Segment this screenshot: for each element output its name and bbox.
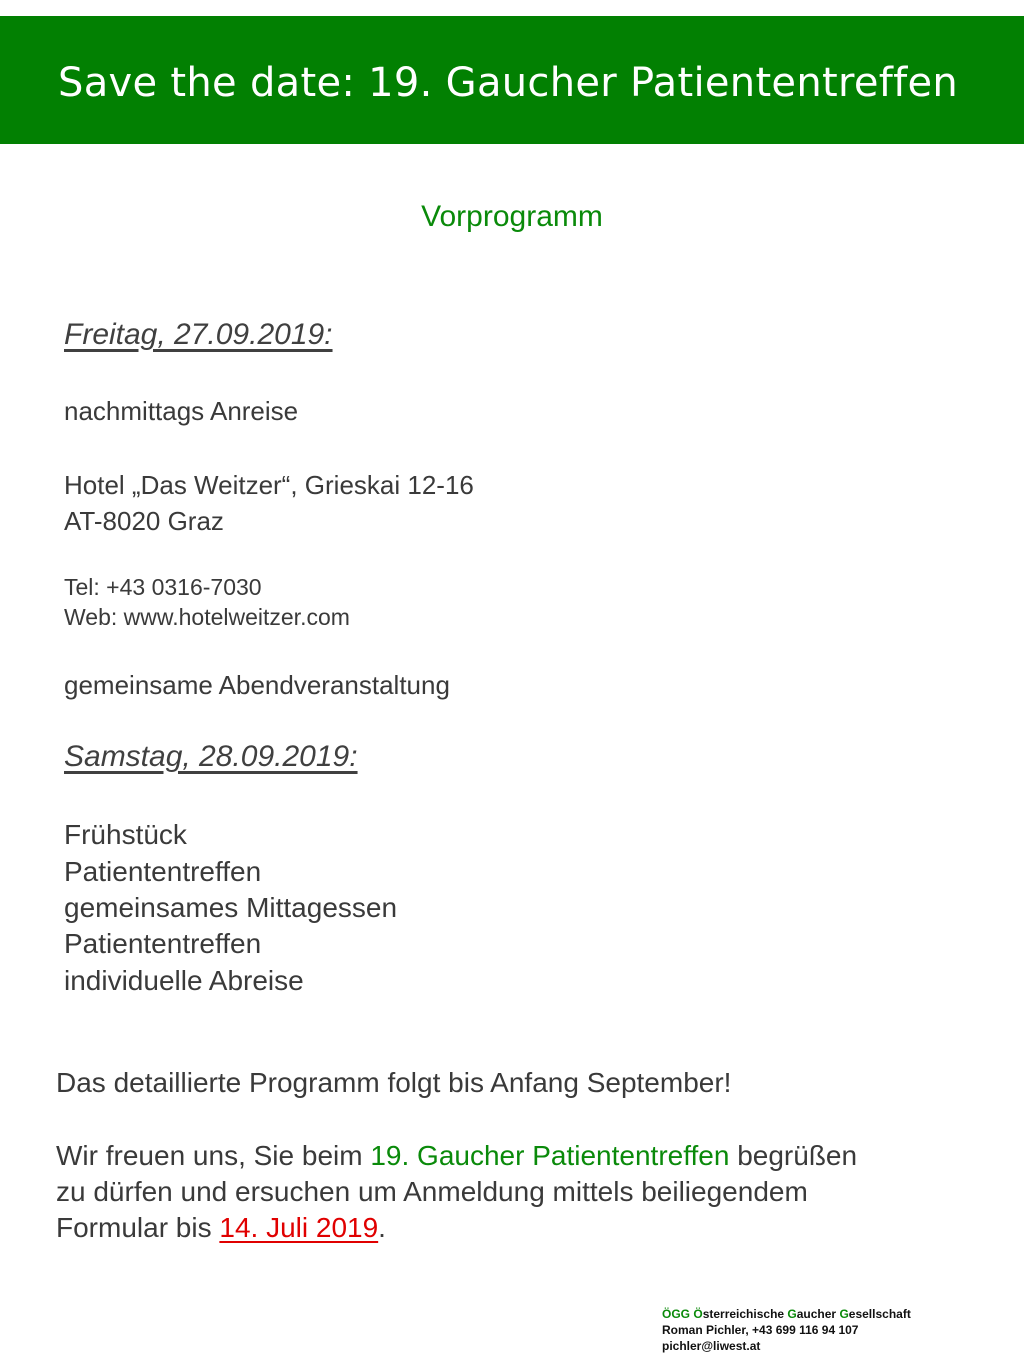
invitation-text: . — [378, 1212, 386, 1243]
page-title: Save the date: 19. Gaucher Patiententreffen — [58, 60, 959, 106]
contact-email: pichler@liwest.at — [662, 1339, 761, 1353]
org-initial: G — [839, 1307, 849, 1321]
friday-arrival: nachmittags Anreise — [64, 396, 299, 426]
org-initial: Ö — [693, 1307, 703, 1321]
invitation-text: Formular bis — [56, 1212, 220, 1243]
hotel-web: Web: www.hotelweitzer.com — [64, 604, 350, 630]
footer-contact — [662, 1306, 911, 1354]
saturday-item: Patiententreffen — [64, 928, 262, 959]
hotel-address-line2: AT-8020 Graz — [64, 506, 224, 536]
invitation-text: begrüßen — [729, 1140, 858, 1171]
saturday-item: Patiententreffen — [64, 856, 262, 887]
invitation-line1 — [56, 1140, 857, 1172]
organization-name — [662, 1306, 911, 1322]
registration-deadline: 14. Juli 2019 — [219, 1212, 379, 1243]
org-word: esellschaft — [848, 1307, 911, 1321]
invitation-line2: zu dürfen und ersuchen um Anmeldung mittels beiliegendem — [56, 1176, 808, 1207]
contact-person: Roman Pichler, +43 699 116 94 107 — [662, 1323, 859, 1337]
subtitle: Vorprogramm — [421, 200, 603, 233]
hotel-address-line1: Hotel „Das Weitzer“, Grieskai 12-16 — [64, 470, 474, 500]
org-word: aucher — [796, 1307, 840, 1321]
saturday-item: gemeinsames Mittagessen — [64, 892, 398, 923]
friday-heading: Freitag, 27.09.2019: — [64, 318, 333, 351]
program-note: Das detaillierte Programm folgt bis Anfang September! — [56, 1067, 732, 1098]
event-name: 19. Gaucher Patiententreffen — [370, 1140, 730, 1171]
saturday-item: Frühstück — [64, 819, 187, 850]
invitation-line3 — [56, 1212, 386, 1244]
friday-evening: gemeinsame Abendveranstaltung — [64, 670, 450, 700]
org-initial: G — [787, 1307, 797, 1321]
org-abbreviation: ÖGG — [662, 1307, 694, 1321]
saturday-item: individuelle Abreise — [64, 965, 304, 996]
invitation-text: Wir freuen uns, Sie beim — [56, 1140, 371, 1171]
hotel-tel: Tel: +43 0316-7030 — [64, 574, 262, 600]
saturday-heading: Samstag, 28.09.2019: — [64, 740, 358, 773]
org-word: sterreichische — [702, 1307, 788, 1321]
